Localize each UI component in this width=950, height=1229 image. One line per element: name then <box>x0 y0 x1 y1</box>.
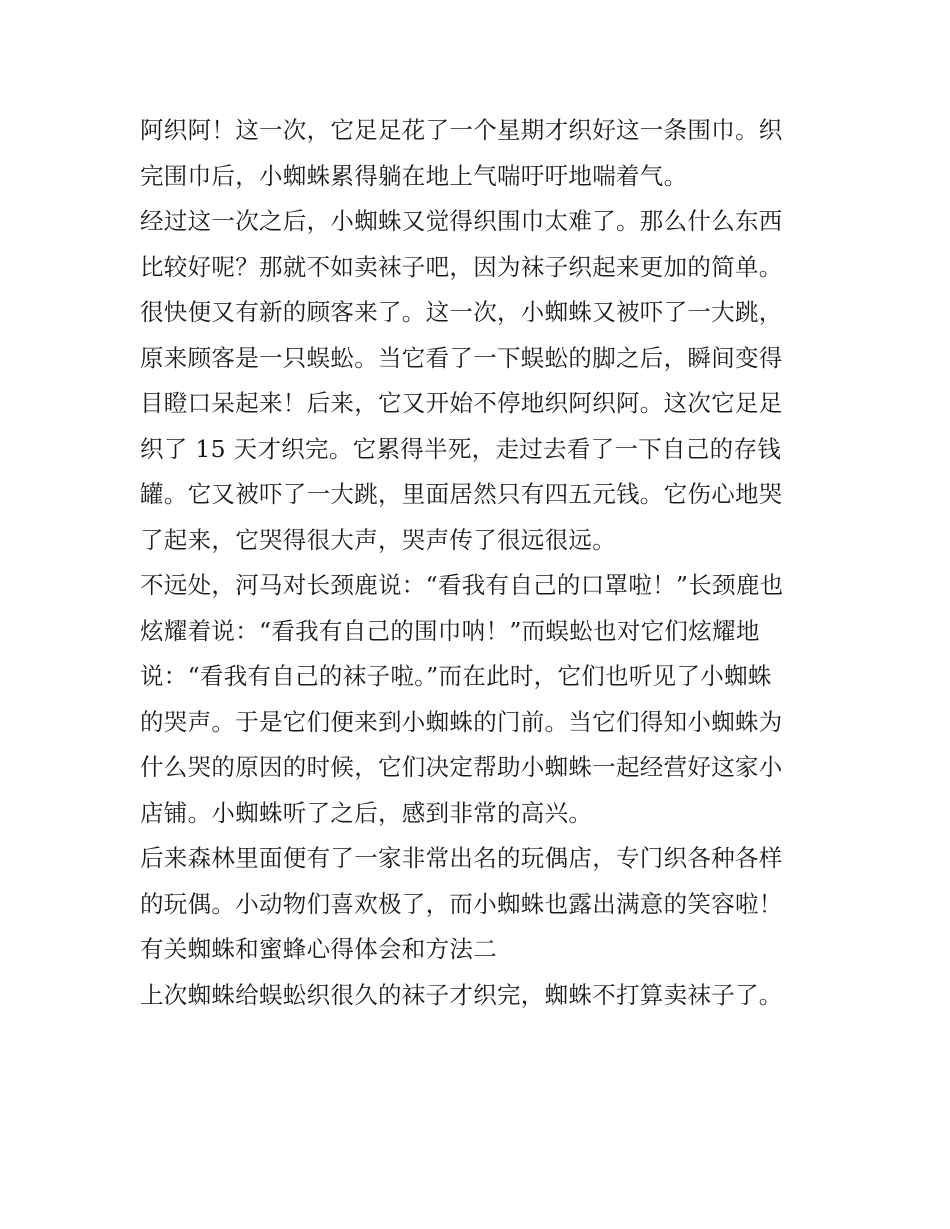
text-line: 织了 15 天才织完。它累得半死，走过去看了一下自己的存钱 <box>140 434 782 463</box>
text-line: 目瞪口呆起来！后来，它又开始不停地织阿织阿。这次它足足 <box>140 389 783 417</box>
text-line: 罐。它又被吓了一大跳，里面居然只有四五元钱。它伤心地哭 <box>140 480 783 508</box>
text-line: 了起来，它哭得很大声，哭声传了很远很远。 <box>140 525 616 554</box>
text-line: 比较好呢？那就不如卖袜子吧，因为袜子织起来更加的简单。 <box>140 252 783 281</box>
text-line: 完围巾后，小蜘蛛累得躺在地上气喘吁吁地喘着气。 <box>140 161 688 190</box>
text-line: 的玩偶。小动物们喜欢极了，而小蜘蛛也露出满意的笑容啦！ <box>140 889 783 918</box>
text-line: 上次蜘蛛给蜈蚣织很久的袜子才织完，蜘蛛不打算卖袜子了。 <box>140 980 783 1009</box>
text-line: 经过这一次之后，小蜘蛛又觉得织围巾太难了。那么什么东西 <box>140 207 783 235</box>
text-line: 店铺。小蜘蛛听了之后，感到非常的高兴。 <box>140 798 593 827</box>
document-body <box>140 108 820 1018</box>
text-line: 炫耀着说：“看我有自己的围巾呐！”而蜈蚣也对它们炫耀地 <box>140 616 760 645</box>
text-line: 原来顾客是一只蜈蚣。当它看了一下蜈蚣的脚之后，瞬间变得 <box>140 343 783 372</box>
text-line: 说：“看我有自己的袜子啦。”而在此时，它们也听见了小蜘蛛 <box>140 662 772 690</box>
text-line: 什么哭的原因的时候，它们决定帮助小蜘蛛一起经营好这家小 <box>140 753 783 781</box>
section-heading: 有关蜘蛛和蜜蜂心得体会和方法二 <box>140 935 497 963</box>
text-line: 很快便又有新的顾客来了。这一次，小蜘蛛又被吓了一大跳， <box>140 298 783 326</box>
text-line: 不远处，河马对长颈鹿说：“看我有自己的口罩啦！”长颈鹿也 <box>140 571 784 599</box>
text-line: 后来森林里面便有了一家非常出名的玩偶店，专门织各种各样 <box>140 844 783 872</box>
text-line: 的哭声。于是它们便来到小蜘蛛的门前。当它们得知小蜘蛛为 <box>140 707 783 736</box>
text-line: 阿织阿！这一次，它足足花了一个星期才织好这一条围巾。织 <box>140 116 783 144</box>
